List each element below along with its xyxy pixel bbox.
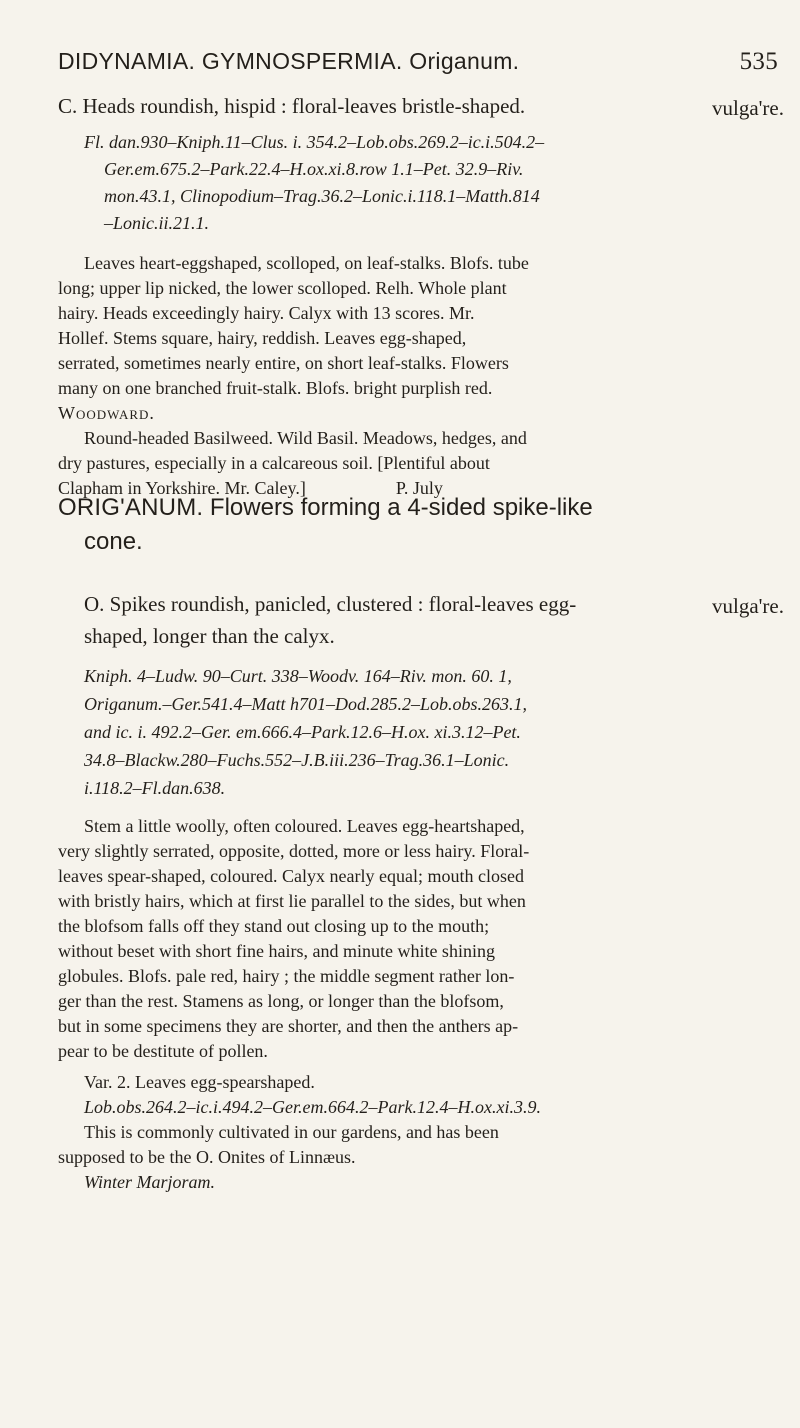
species-c-desc-line: hairy. Heads exceedingly hairy. Calyx with 13 scores. Mr.: [58, 303, 475, 323]
species-c-desc-line: serrated, sometimes nearly entire, on short leaf-stalks. Flowers: [58, 353, 509, 373]
species-c-ref-line: –Lonic.ii.21.1.: [104, 213, 210, 233]
species-c-desc-line: Leaves heart-eggshaped, scolloped, on leaf-stalks. Blofs. tube: [84, 253, 529, 273]
variety-note-line: This is commonly cultivated in our gardens, and has been: [84, 1122, 499, 1142]
species-c-entry: [58, 94, 738, 503]
species-o-desc-line: but in some specimens they are shorter, and then the anthers ap-: [58, 1016, 519, 1036]
species-o-desc-line: globules. Blofs. pale red, hairy ; the middle segment rather lon-: [58, 966, 515, 986]
running-title: DIDYNAMIA. GYMNOSPERMIA. Origanum.: [58, 48, 520, 74]
species-o-desc-line: very slightly serrated, opposite, dotted, more or less hairy. Floral-: [58, 841, 530, 861]
variety-ref-line: Lob.obs.264.2–ic.i.494.2–Ger.em.664.2–Park.12.4–H.ox.xi.3.9.: [84, 1097, 541, 1117]
species-o-lead: O. Spikes roundish, panicled, clustered : floral-leaves egg-: [84, 592, 577, 616]
species-o-ref-line: 34.8–Blackw.280–Fuchs.552–J.B.iii.236–Trag.36.1–Lonic.: [84, 750, 510, 770]
species-c-habitat-line: dry pastures, especially in a calcareous soil. [Plentiful about: [58, 453, 490, 473]
genus-description: Flowers forming a 4-sided spike-like: [209, 494, 593, 521]
species-c-ref-line: Ger.em.675.2–Park.22.4–H.ox.xi.8.row 1.1–Pet. 32.9–Riv.: [104, 159, 524, 179]
running-header: [58, 48, 778, 76]
species-o-desc-line: leaves spear-shaped, coloured. Calyx nearly equal; mouth closed: [58, 866, 524, 886]
genus-description-cont: cone.: [84, 528, 143, 555]
species-c-ref-line: Fl. dan.930–Kniph.11–Clus. i. 354.2–Lob.obs.269.2–ic.i.504.2–: [84, 132, 545, 152]
species-o-entry: [58, 592, 738, 1197]
species-o-lead: shaped, longer than the calyx.: [84, 624, 335, 648]
species-o-desc-line: the blofsom falls off they stand out closing up to the mouth;: [58, 916, 490, 936]
species-o-desc-line: Stem a little woolly, often coloured. Leaves egg-heartshaped,: [84, 816, 525, 836]
variety-line: Var. 2. Leaves egg-spearshaped.: [84, 1072, 315, 1092]
species-c-desc-line: Hollef. Stems square, hairy, reddish. Leaves egg-shaped,: [58, 328, 467, 348]
species-c-desc-line: Woodward.: [58, 403, 155, 423]
species-o-ref-line: i.118.2–Fl.dan.638.: [84, 778, 226, 798]
species-o-desc-line: ger than the rest. Stamens as long, or longer than the blofsom,: [58, 991, 504, 1011]
species-c-desc-line: long; upper lip nicked, the lower scolloped. Relh. Whole plant: [58, 278, 507, 298]
species-o-desc-line: pear to be destitute of pollen.: [58, 1041, 268, 1061]
genus-name: ORIG'ANUM.: [58, 494, 204, 521]
species-o-margin-name: vulga're.: [711, 594, 784, 618]
genus-heading: [58, 494, 778, 556]
common-name-line: Winter Marjoram.: [84, 1172, 216, 1192]
species-o-desc-line: with bristly hairs, which at first lie parallel to the sides, but when: [58, 891, 526, 911]
species-c-ref-line: mon.43.1, Clinopodium–Trag.36.2–Lonic.i.118.1–Matth.814: [104, 186, 540, 206]
species-o-desc-line: without beset with short fine hairs, and minute white shining: [58, 941, 495, 961]
species-o-ref-line: and ic. i. 492.2–Ger. em.666.4–Park.12.6–H.ox. xi.3.12–Pet.: [84, 722, 521, 742]
page-number: 535: [739, 48, 778, 75]
species-o-ref-line: Kniph. 4–Ludw. 90–Curt. 338–Woodv. 164–Riv. mon. 60. 1,: [84, 666, 512, 686]
species-c-margin-name: vulga're.: [711, 96, 784, 120]
species-c-habitat-line: Round-headed Basilweed. Wild Basil. Meadows, hedges, and: [84, 428, 527, 448]
species-c-lead: C. Heads roundish, hispid : floral-leaves bristle-shaped.: [58, 94, 526, 118]
species-c-desc-line: many on one branched fruit-stalk. Blofs. bright purplish red.: [58, 378, 493, 398]
species-o-ref-line: Origanum.–Ger.541.4–Matt h701–Dod.285.2–Lob.obs.263.1,: [84, 694, 528, 714]
variety-note-line: supposed to be the O. Onites of Linnæus.: [58, 1147, 356, 1167]
species-c-habitat-line: Clapham in Yorkshire. Mr. Caley.] P. July: [58, 478, 443, 498]
